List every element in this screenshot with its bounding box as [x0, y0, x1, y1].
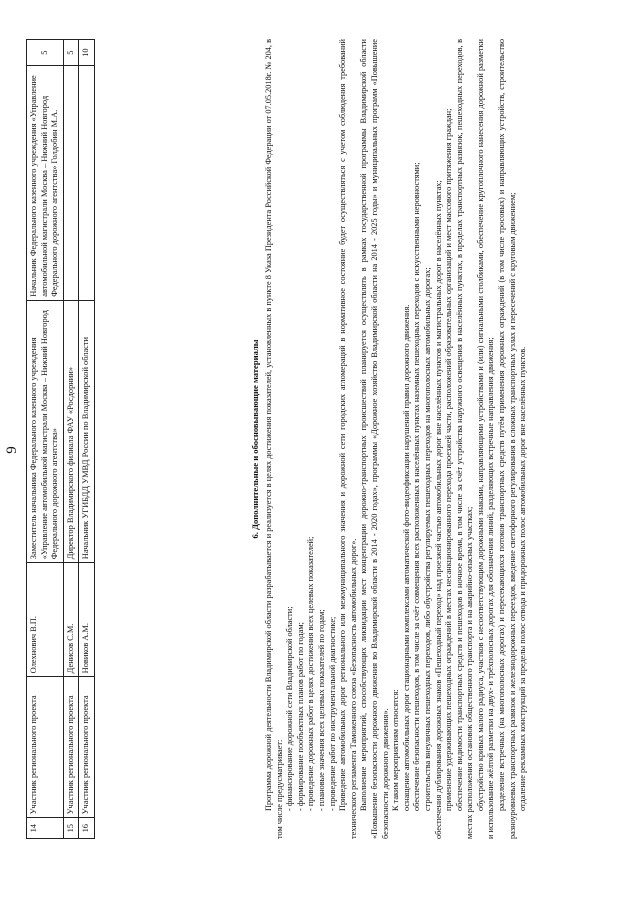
row-number: 16	[79, 818, 95, 839]
paragraph: - финансирование дорожной сети Владимирской области;	[285, 606, 295, 811]
paragraph: - проведение работ по инструментальной диагностике;	[327, 616, 337, 811]
additional-materials-section	[250, 39, 529, 839]
paragraph: отдаление рекламных конструкций за пределы полос отвода и придорожных полос автомобильных дорог вне населённых пунктов.	[518, 346, 528, 811]
paragraph: оснащение автомобильных дорог стационарными комплексами автоматической фото-видеофиксации нарушений правил дорожного движения.	[401, 304, 411, 811]
paragraph: Программа дорожной деятельности Владимирской области разрабатывается и реализуется в целях достижения показателей, установленных в пункте 8 Указа Президента Российской Федерации от 07.05.2018г. № 204, в том числе предусматривает:	[264, 39, 284, 839]
paragraph: К таким мероприятиям относятся:	[391, 689, 401, 811]
superior-cell	[63, 66, 79, 300]
superior-cell	[79, 66, 95, 300]
table-row	[79, 40, 95, 839]
name-cell: Денисов С.М.	[63, 563, 79, 677]
section-body	[264, 39, 529, 839]
paragraph: строительства внеуличных пешеходных переходов, либо обустройства регулируемых пешеходных переходов на многополосных автомобильных дорогах;	[422, 267, 432, 811]
section-title: 6. Дополнительные и обосновывающие материалы	[250, 339, 260, 539]
superior-cell: Начальник Федерального казенного учреждения «Управление автомобильной магистрали Москва – Нижний Новгород Федерального дорожного агентства» Голдобин М.А.	[27, 66, 64, 300]
weight-cell: 5	[63, 40, 79, 66]
position-cell: Директор Владимирского филиала ФАУ «Росдорнии»	[63, 300, 79, 563]
paragraph: обеспечения дублирования дорожных знаков «Пешеходный переход» над проезжей частью автомобильных дорог вне населённых пунктов и магистральных дорог в населённых пунктах;	[433, 180, 443, 839]
paragraph: - плановые значения всех целевых показателей по годам;	[316, 609, 326, 811]
table-row	[63, 40, 79, 839]
weight-cell: 10	[79, 40, 95, 66]
roles-table	[26, 39, 95, 839]
paragraph: обустройство кривых малого радиуса, участков с несоответствующим дорожными знаками, направляющими устройствами и (или) сигнальными столбиками, обеспечение кругоплочного нанесения дорожной разметки и использование жёлтой разметки на двух- и трёхполосных дорогах для обозначения линий, разделяющих встречные направления движения;	[475, 39, 496, 839]
table-row	[27, 40, 64, 839]
page-number: 9	[4, 446, 20, 454]
paragraph: Выполнение мероприятий, способствующих ликвидации мест концентрации дорожно-транспортных происшествий планируется осуществлять в рамках государственной программы Владимирской области «Повышение безопасности дорожного движения во Владимирской области в 2014 - 2020 годах», программы «Дорожное хозяйство Владимирской области на 2014 - 2025 годы» и муниципальных программ «Повышение безопасности дорожного движения».	[359, 39, 390, 839]
paragraph: разделение встречных (на многополосных дорогах) и пересекающихся потоков транспортных средств путём применения дорожных ограждений (в том числе тросовых) и направляющих устройств, строительство разноуровневых транспортных развязок и железнодорожных переездов, введение светофорного регулирования в сложных транспортных узлах и пересечений с круговым движением;	[497, 39, 517, 839]
paragraph: Приведение автомобильных дорог регионального или межмуниципального значения и дорожной сети городских агломераций в нормативное состояние будет осуществляться с учетом соблюдения требований технического регламента Таможенного союза «Безопасность автомобильных дорог».	[338, 39, 358, 839]
name-cell: Олехнович В.П.	[27, 563, 64, 677]
role-cell: Участник регионального проекта	[63, 677, 79, 818]
name-cell: Новиков А.М.	[79, 563, 95, 677]
weight-cell: 5	[27, 40, 64, 66]
paragraph: обеспечение видимости транспортных средств и пешеходов в ночное время, в том числе за счёт устройства наружного освещения в населённых пунктах, в пределах транспортных развязок, пешеходных переходов, в местах расположения остановок общественного транспорта и на аварийно-опасных участках;	[454, 39, 475, 839]
paragraph: обеспечение безопасности пешеходов, в том числе за счёт совмещения всех расположенных в населённых пунктах наземных пешеходных переходов с искусственными неровностями;	[412, 162, 422, 811]
position-cell: Начальник УГИБДД УМВД России по Владимирской области	[79, 300, 95, 563]
role-cell: Участник регионального проекта	[79, 677, 95, 818]
role-cell: Участник регионального проекта	[27, 677, 64, 818]
position-cell: Заместитель начальника Федерального казенного учреждения «Управление автомобильной магистрали Москва – Нижний Новгород Федерального дорожного агентства»	[27, 300, 64, 563]
row-number: 14	[27, 818, 64, 839]
paragraph: применение удерживающих пешеходных ограждений в местах несанкционированного перехода проезжей части, расположений образовательных организаций и мест массового притяжения граждан;	[444, 108, 454, 811]
paragraph: - проведение дорожных работ в целях достижения всех целевых показателей;	[306, 536, 316, 811]
paragraph: - формирование пообъектных планов работ по годам;	[295, 622, 305, 811]
row-number: 15	[63, 818, 79, 839]
